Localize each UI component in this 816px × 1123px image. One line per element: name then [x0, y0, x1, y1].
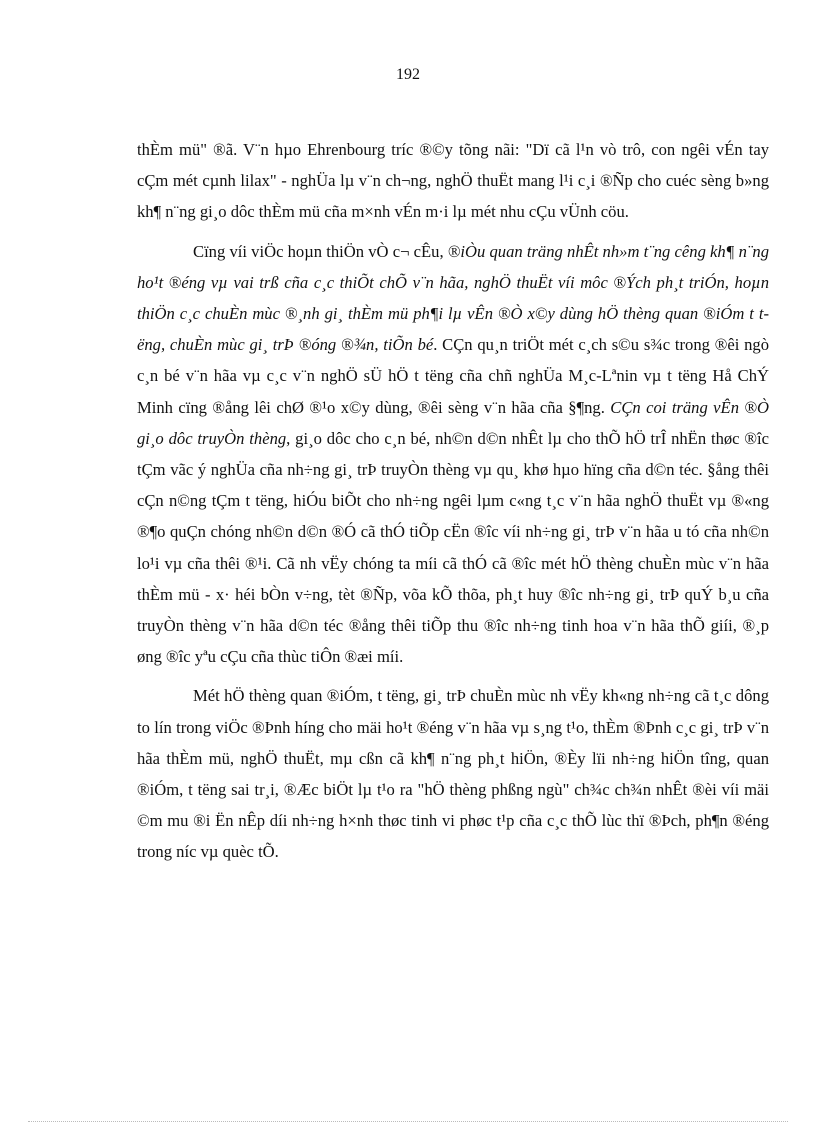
italic-emphasis: CÇn coi träng vÊn ®Ò gi¸o dôc truyÒn thèng [137, 397, 769, 448]
page-bottom-divider [28, 1121, 788, 1122]
paragraph-2 [137, 236, 769, 673]
paragraph-text: Mét hÖ thèng quan ®iÓm, t tëng, gi¸ trÞ chuÈn mùc nh vËy kh«ng nh÷ng cã t¸c dông to lín trong viÖc ®Þnh híng cho mäi ho¹t ®éng v¨n hãa vµ s¸ng t¹o, thÈm ®Þnh c¸c gi¸ trÞ v¨n hãa thÈm mü, nghÖ thuËt, mµ cßn cã kh¶ n¨ng ph¸t hiÖn, ®Èy lïi nh÷ng hiÖn tîng, quan ®iÓm, t tëng sai tr¸i, ®Æc biÖt lµ t¹o ra "hÖ thèng phßng ngù" ch¾c ch¾n nhÊt ®èi víi mäi ©m mu ®i Ën nÊp díi nh÷ng h×nh thøc tinh vi phøc t¹p cña c¸c thÕ lùc thï ®Þch, ph¶n ®éng trong níc vµ quèc tÕ. [137, 686, 769, 862]
italic-emphasis: ®iÒu quan träng nhÊt nh»m t¨ng cêng kh¶ n¨ng ho¹t ®éng vµ vai trß cña c¸c thiÕt chÕ v¨n hãa, nghÖ thuËt víi môc ®Ých ph¸t triÓn, hoµn thiÖn c¸c chuÈn mùc ®¸nh gi¸ thÈm mü ph¶i lµ vÊn ®Ò x©y dùng hÖ thèng quan ®iÓm t tëng, chuÈn mùc gi¸ trÞ ®óng ®¾n, tiÕn bé [137, 241, 770, 355]
paragraph-text: thÈm mü" ®ã. V¨n hµo Ehrenbourg tríc ®©y tõng nãi: "Dï cã l¹n vò trô, con ngêi vÉn tay cÇm mét cµnh lilax" - nghÜa lµ v¨n ch¬ng, nghÖ thuËt mang l¹i c¸i ®Ñp cho cuéc sèng b»ng kh¶ n¨ng gi¸o dôc thÈm mü cña m×nh vÉn m·i lµ mét nhu cÇu vÜnh cöu. [137, 140, 769, 222]
page-number: 192 [396, 66, 420, 83]
paragraph-3 [137, 680, 769, 867]
paragraph-text: . CÇn qu¸n triÖt mét c¸ch s©u s¾c trong ®êi ngò c¸n bé v¨n hãa vµ c¸c v¨n nghÖ sÜ hÖ t tëng cña chñ nghÜa M¸c-Lªnin vµ t tëng Hå ChÝ Minh cïng ®ång lêi chØ ®¹o x©y dùng, ®êi sèng v¨n hãa cña §¶ng. [137, 335, 769, 417]
paragraph-text: , gi¸o dôc cho c¸n bé, nh©n d©n nhÊt lµ cho thÕ hÖ trÎ nhËn thøc ®îc tÇm vãc ý nghÜa cña nh÷ng gi¸ trÞ truyÒn thèng vµ qu¸ khø hµo hïng cña d©n téc. §ång thêi cÇn n©ng tÇm t tëng, hiÓu biÕt cho nh÷ng ngêi lµm c«ng t¸c v¨n hãa nghÖ thuËt vµ ®«ng ®¶o quÇn chóng nh©n d©n ®Ó cã thÓ tiÕp cËn ®îc víi nh÷ng gi¸ trÞ v¨n hãa u tó cña nh©n lo¹i vµ cña thêi ®¹i. Cã nh vËy chóng ta míi cã thÓ cã ®îc mét hÖ thèng chuÈn mùc v¨n hãa thÈm mü - x· héi bÒn v÷ng, tèt ®Ñp, võa kÕ thõa, ph¸t huy ®îc nh÷ng gi¸ trÞ quÝ b¸u cña truyÒn thèng v¨n hãa d©n téc ®ång thêi tiÕp thu ®îc nh÷ng tinh hoa v¨n hãa thÕ giíi, ®¸p øng ®îc yªu cÇu cña thùc tiÔn ®æi míi. [137, 428, 769, 667]
body-text [137, 134, 769, 868]
paragraph-1 [137, 134, 769, 228]
paragraph-text: Cïng víi viÖc hoµn thiÖn vÒ c¬ cÊu, [193, 241, 448, 261]
